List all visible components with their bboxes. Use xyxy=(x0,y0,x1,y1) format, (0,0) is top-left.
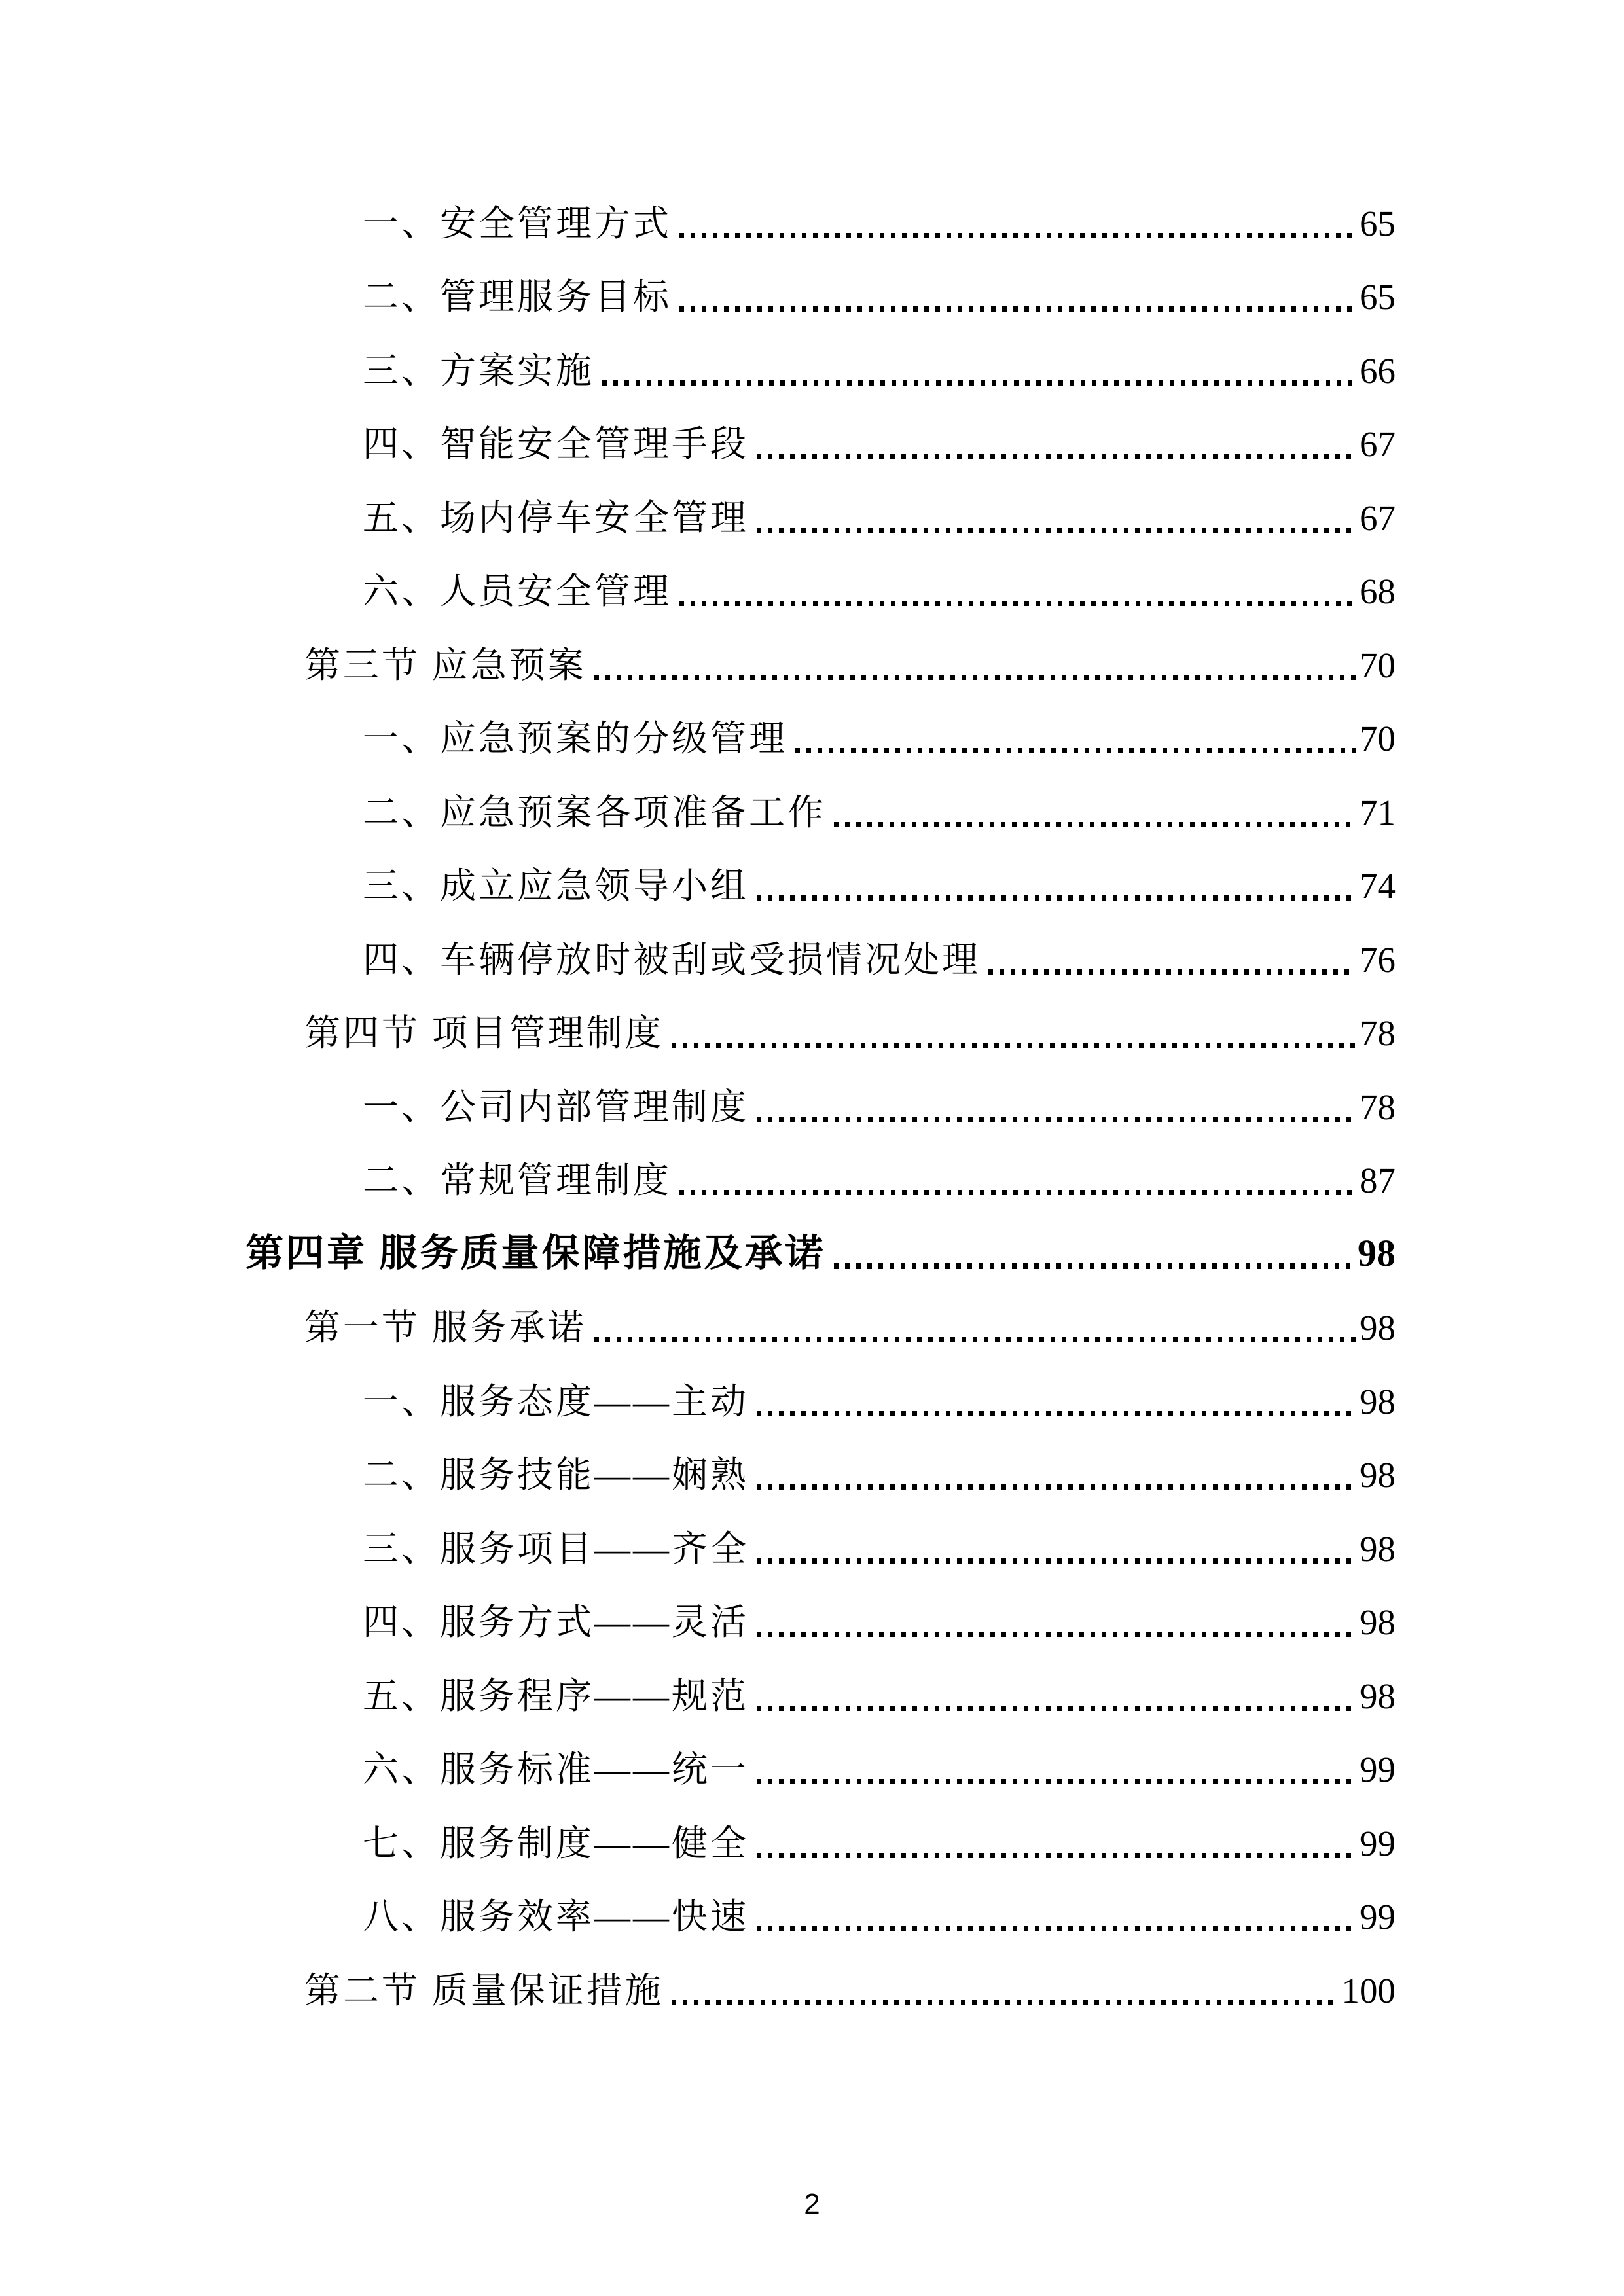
toc-entry[interactable] xyxy=(363,757,1396,831)
toc-entry[interactable] xyxy=(304,1935,1396,2009)
toc-entry-label: 五、场内停车安全管理 xyxy=(363,497,749,538)
page-footer xyxy=(0,2190,1624,2219)
toc-entry[interactable] xyxy=(363,1051,1396,1125)
toc-entry-page-number: 100 xyxy=(1341,1970,1396,2011)
toc-dot-leader xyxy=(757,1706,1356,1711)
toc-dot-leader xyxy=(672,1043,1356,1048)
toc-entry[interactable] xyxy=(363,1714,1396,1788)
toc-entry-label: 一、安全管理方式 xyxy=(363,203,672,243)
toc-entry[interactable] xyxy=(304,1272,1396,1346)
toc-entry-label: 二、管理服务目标 xyxy=(363,277,672,317)
toc-entry[interactable] xyxy=(363,1567,1396,1641)
toc-entry-label: 第四节 项目管理制度 xyxy=(304,1013,664,1053)
toc-entry-page-number: 67 xyxy=(1360,424,1396,464)
toc-dot-leader xyxy=(757,895,1356,901)
toc-dot-leader xyxy=(757,1117,1356,1122)
toc-entry-label: 三、成立应急领导小组 xyxy=(363,866,749,906)
toc-entry-label: 四、智能安全管理手段 xyxy=(363,424,749,464)
toc-dot-leader xyxy=(672,2000,1338,2005)
toc-entry-page-number: 98 xyxy=(1358,1231,1396,1274)
toc-entry[interactable] xyxy=(363,462,1396,536)
toc-entry-page-number: 98 xyxy=(1360,1602,1396,1642)
toc-entry[interactable] xyxy=(363,1640,1396,1714)
toc-entry[interactable] xyxy=(363,168,1396,242)
toc-entry-page-number: 70 xyxy=(1360,645,1396,685)
toc-entry[interactable] xyxy=(363,242,1396,315)
toc-entry[interactable] xyxy=(363,1493,1396,1567)
toc-entry-page-number: 98 xyxy=(1360,1381,1396,1422)
toc-entry[interactable] xyxy=(363,683,1396,757)
toc-entry[interactable] xyxy=(304,609,1396,683)
toc-entry[interactable] xyxy=(363,1346,1396,1420)
toc-dot-leader xyxy=(757,1632,1356,1637)
toc-entry-page-number: 78 xyxy=(1360,1086,1396,1127)
toc-entry-label: 四、服务方式——灵活 xyxy=(363,1602,749,1642)
toc-entry-page-number: 78 xyxy=(1360,1013,1396,1053)
toc-entry-label: 七、服务制度——健全 xyxy=(363,1823,749,1863)
toc-entry-page-number: 76 xyxy=(1360,939,1396,980)
toc-entry-page-number: 70 xyxy=(1360,719,1396,759)
toc-dot-leader xyxy=(679,233,1356,238)
toc-entry-page-number: 66 xyxy=(1360,350,1396,391)
toc-entry-page-number: 99 xyxy=(1360,1897,1396,1937)
toc-dot-leader xyxy=(602,380,1356,386)
toc-dot-leader xyxy=(757,1484,1356,1490)
toc-dot-leader xyxy=(757,1558,1356,1564)
toc-entry[interactable] xyxy=(363,536,1396,610)
toc-entry-page-number: 99 xyxy=(1360,1749,1396,1789)
toc-entry[interactable] xyxy=(363,315,1396,389)
toc-entry-label: 第一节 服务承诺 xyxy=(304,1308,586,1348)
toc-dot-leader xyxy=(594,1337,1356,1342)
toc-entry-label: 第二节 质量保证措施 xyxy=(304,1970,664,2011)
toc-entry[interactable] xyxy=(363,1125,1396,1199)
toc-entry-page-number: 71 xyxy=(1360,792,1396,833)
toc-entry[interactable] xyxy=(363,1787,1396,1861)
toc-dot-leader xyxy=(757,1853,1356,1858)
toc-entry-page-number: 99 xyxy=(1360,1823,1396,1863)
toc-entry[interactable] xyxy=(363,1861,1396,1935)
toc-entry-page-number: 98 xyxy=(1360,1308,1396,1348)
toc-entry-label: 四、车辆停放时被刮或受损情况处理 xyxy=(363,939,981,980)
toc-dot-leader xyxy=(757,1926,1356,1931)
toc-entry-label: 六、人员安全管理 xyxy=(363,571,672,611)
toc-dot-leader xyxy=(757,454,1356,459)
toc-dot-leader xyxy=(679,601,1356,606)
toc-entry-label: 二、常规管理制度 xyxy=(363,1160,672,1200)
toc-dot-leader xyxy=(679,306,1356,312)
toc-entry-label: 第三节 应急预案 xyxy=(304,645,586,685)
toc-dot-leader xyxy=(757,528,1356,533)
toc-entry[interactable] xyxy=(363,1420,1396,1494)
toc-entry-label: 八、服务效率——快速 xyxy=(363,1897,749,1937)
footer-page-number: 2 xyxy=(804,2188,820,2220)
toc-entry-label: 一、服务态度——主动 xyxy=(363,1381,749,1422)
toc-dot-leader xyxy=(834,822,1356,827)
toc-dot-leader xyxy=(757,1411,1356,1416)
toc-dot-leader xyxy=(679,1190,1356,1195)
toc-entry-label: 一、公司内部管理制度 xyxy=(363,1086,749,1127)
table-of-contents xyxy=(245,168,1396,2009)
toc-entry-page-number: 68 xyxy=(1360,571,1396,611)
toc-entry-page-number: 98 xyxy=(1360,1455,1396,1495)
toc-entry[interactable] xyxy=(245,1198,1396,1272)
toc-entry-label: 三、服务项目——齐全 xyxy=(363,1528,749,1569)
toc-entry-label: 二、服务技能——娴熟 xyxy=(363,1455,749,1495)
toc-entry[interactable] xyxy=(304,978,1396,1052)
toc-entry-label: 三、方案实施 xyxy=(363,350,595,391)
toc-entry-label: 第四章 服务质量保障措施及承诺 xyxy=(245,1231,826,1274)
toc-entry-label: 一、应急预案的分级管理 xyxy=(363,719,788,759)
toc-entry-page-number: 65 xyxy=(1360,277,1396,317)
toc-dot-leader xyxy=(594,675,1356,680)
toc-entry-page-number: 67 xyxy=(1360,497,1396,538)
toc-entry[interactable] xyxy=(363,389,1396,463)
toc-dot-leader xyxy=(988,969,1356,975)
toc-entry-label: 六、服务标准——统一 xyxy=(363,1749,749,1789)
toc-dot-leader xyxy=(757,1779,1356,1784)
toc-dot-leader xyxy=(834,1263,1354,1269)
toc-entry-label: 二、应急预案各项准备工作 xyxy=(363,792,827,833)
toc-dot-leader xyxy=(795,748,1356,753)
toc-entry-label: 五、服务程序——规范 xyxy=(363,1676,749,1716)
toc-entry-page-number: 98 xyxy=(1360,1676,1396,1716)
toc-entry[interactable] xyxy=(363,831,1396,905)
toc-entry-page-number: 74 xyxy=(1360,866,1396,906)
toc-entry-page-number: 87 xyxy=(1360,1160,1396,1200)
toc-entry-page-number: 65 xyxy=(1360,203,1396,243)
toc-entry-page-number: 98 xyxy=(1360,1528,1396,1569)
toc-entry[interactable] xyxy=(363,904,1396,978)
